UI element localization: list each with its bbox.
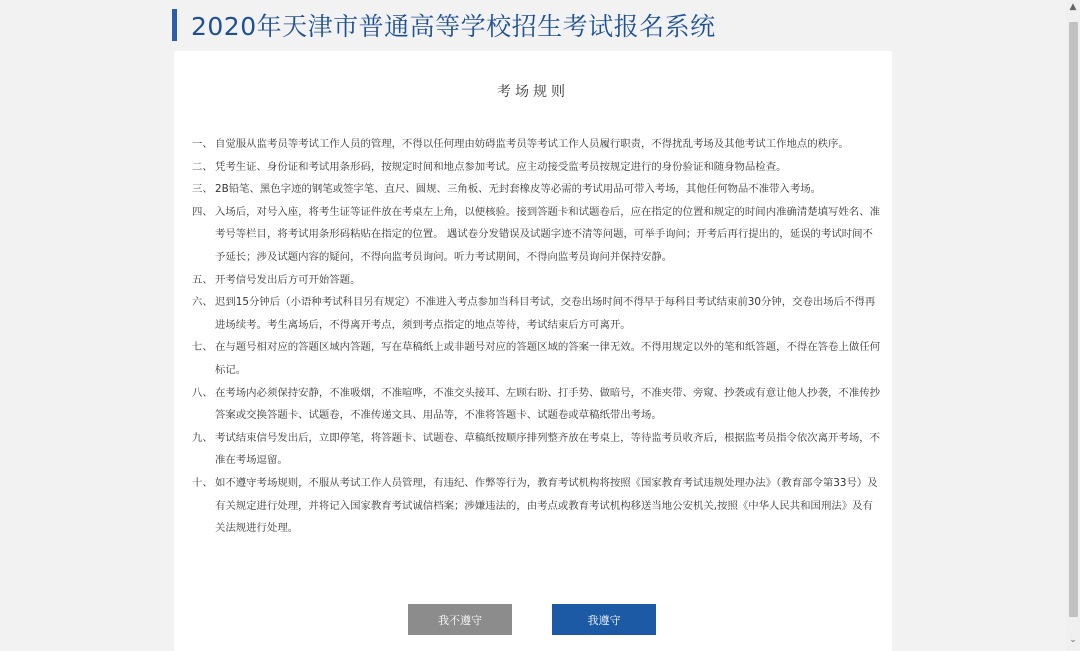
rule-item — [192, 133, 880, 156]
scroll-up-arrow-icon[interactable]: ▲ — [1069, 2, 1077, 12]
rule-number: 九、 — [192, 431, 213, 444]
scroll-down-arrow-icon[interactable]: ⌄ — [1069, 635, 1077, 645]
rule-text: 在考场内必须保持安静，不准吸烟，不准喧哗，不准交头接耳、左顾右盼、打手势、做暗号，不准夹带、旁窥、抄袭或有意让他人抄袭，不准传抄答案或交换答题卡、试题卷，不准传递文具、用品等，不准将答题卡、试题卷或草稿纸带出考场。 — [215, 386, 880, 422]
rule-text: 在与题号相对应的答题区域内答题，写在草稿纸上或非题号对应的答题区域的答案一律无效。不得用规定以外的笔和纸答题，不得在答卷上做任何标记。 — [215, 341, 880, 376]
rule-item — [192, 427, 880, 472]
rules-list — [192, 133, 880, 540]
vertical-scrollbar[interactable] — [1066, 0, 1080, 651]
scrollbar-thumb[interactable] — [1069, 22, 1078, 617]
rule-item — [192, 336, 880, 381]
rule-number: 三、 — [192, 183, 213, 196]
rule-number: 八、 — [192, 386, 213, 399]
rule-number: 一、 — [192, 138, 213, 150]
rule-text: 考试结束信号发出后，立即停笔，将答题卡、试题卷、草稿纸按顺序排列整齐放在考桌上，等待监考员收齐后，根据监考员指令依次离开考场，不准在考场逗留。 — [215, 431, 880, 467]
rule-text: 迟到15分钟后（小语种考试科目另有规定）不准进入考点参加当科目考试，交卷出场时间不得早于每科目考试结束前30分钟，交卷出场后不得再进场续考。考生离场后，不得离开考点，须到考点指定的地点等待，考试结束后方可离开。 — [215, 296, 876, 331]
header-accent-bar — [172, 9, 177, 41]
rule-text: 如不遵守考场规则，不服从考试工作人员管理，有违纪、作弊等行为，教育考试机构将按照《国家教育考试违规处理办法》（教育部令第33号）及有关规定进行处理，并将记入国家教育考试诚信档案；涉嫌违法的，由考点或教育考试机构移送当地公安机关,按照《中华人民共和国刑法》及有关法规进行处理。 — [215, 476, 878, 535]
rule-text: 自觉服从监考员等考试工作人员的管理，不得以任何理由妨碍监考员等考试工作人员履行职责，不得扰乱考场及其他考试工作地点的秩序。 — [215, 138, 849, 150]
reject-button[interactable]: 我不遵守 — [408, 604, 512, 635]
page-header — [172, 8, 716, 42]
page-title: 2020年天津市普通高等学校招生考试报名系统 — [191, 12, 716, 41]
rule-item — [192, 201, 880, 269]
rule-number: 四、 — [192, 205, 213, 218]
rule-item — [192, 178, 880, 201]
accept-button[interactable]: 我遵守 — [552, 604, 656, 635]
rule-item — [192, 472, 880, 540]
rules-panel — [174, 51, 892, 651]
rule-number: 二、 — [192, 160, 213, 173]
rule-item — [192, 156, 880, 179]
rule-number: 七、 — [192, 341, 213, 354]
rule-number: 十、 — [192, 476, 213, 489]
rules-title: 考场规则 — [497, 84, 569, 100]
rule-item — [192, 382, 880, 427]
rule-number: 五、 — [192, 273, 213, 286]
rule-item — [192, 269, 880, 292]
rule-text: 2B铅笔、黑色字迹的钢笔或签字笔、直尺、圆规、三角板、无封套橡皮等必需的考试用品可带入考场，其他任何物品不准带入考场。 — [215, 183, 821, 196]
rule-text: 凭考生证、身份证和考试用条形码，按规定时间和地点参加考试。应主动接受监考员按规定进行的身份验证和随身物品检查。 — [215, 160, 787, 173]
rule-number: 六、 — [192, 296, 213, 309]
rule-item — [192, 291, 880, 336]
rule-text: 入场后，对号入座，将考生证等证件放在考桌左上角，以便核验。接到答题卡和试题卷后，应在指定的位置和规定的时间内准确清楚填写姓名、准考号等栏目，将考试用条形码粘贴在指定的位置。 遇试卷分发错误及试题字迹不清等问题，可举手询问；开考后再行提出的，延误的考试时间不予延长；涉及试题内容的疑问，不得向监考员询问。听力考试期间，不得向监考员询问并保持安静。 — [215, 205, 880, 263]
rule-text: 开考信号发出后方可开始答题。 — [215, 273, 361, 286]
